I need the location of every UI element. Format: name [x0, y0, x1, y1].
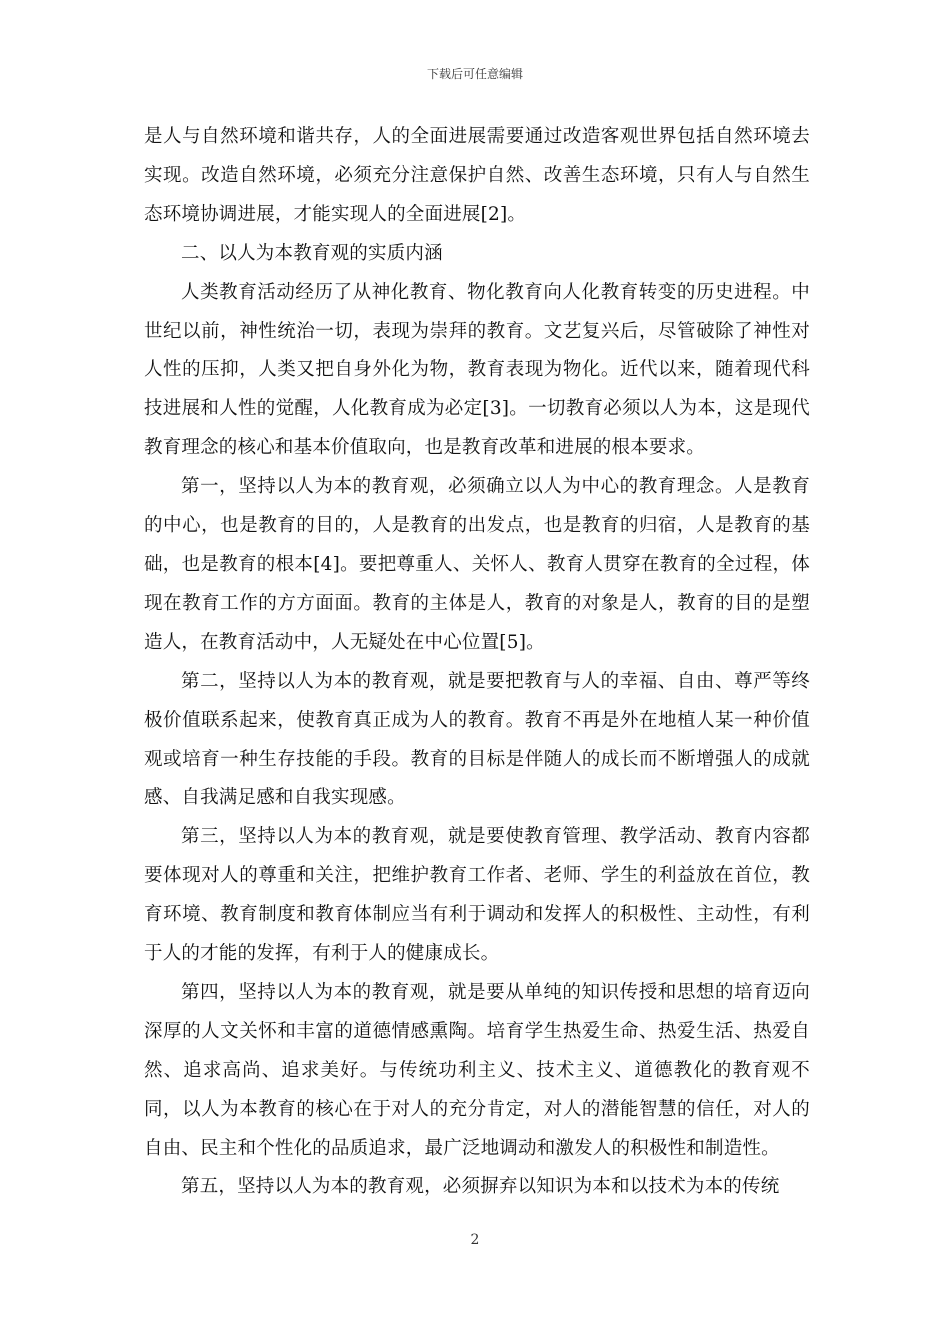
paragraph-history: 人类教育活动经历了从神化教育、物化教育向人化教育转变的历史进程。中世纪以前，神性统治一切，表现为崇拜的教育。文艺复兴后，尽管破除了神性对人性的压抑，人类又把自身外化为物，教育表现为物化。近代以来，随着现代科技进展和人性的觉醒，人化教育成为必定[3]。一切教育必须以人为本，这是现代教育理念的核心和基本价值取向，也是教育改革和进展的根本要求。: [144, 281, 810, 459]
page-header: 下载后可任意编辑: [426, 67, 523, 81]
document-body: [144, 118, 810, 1207]
paragraph-point-3: 第三，坚持以人为本的教育观，就是要使教育管理、教学活动、教育内容都要体现对人的尊重和关注，把维护教育工作者、老师、学生的利益放在首位，教育环境、教育制度和教育体制应当有利于调动和发挥人的积极性、主动性，有利于人的才能的发挥，有利于人的健康成长。: [144, 826, 810, 965]
paragraph-continuation: 是人与自然环境和谐共存，人的全面进展需要通过改造客观世界包括自然环境去实现。改造自然环境，必须充分注意保护自然、改善生态环境，只有人与自然生态环境协调进展，才能实现人的全面进展[2]。: [144, 126, 810, 225]
section-heading: 二、以人为本教育观的实质内涵: [181, 242, 443, 264]
page-number: 2: [470, 1232, 480, 1248]
paragraph-point-5: 第五，坚持以人为本的教育观，必须摒弃以知识为本和以技术为本的传统: [181, 1176, 780, 1198]
paragraph-point-2: 第二，坚持以人为本的教育观，就是要把教育与人的幸福、自由、尊严等终极价值联系起来，使教育真正成为人的教育。教育不再是外在地植人某一种价值观或培育一种生存技能的手段。教育的目标是伴随人的成长而不断增强人的成就感、自我满足感和自我实现感。: [144, 670, 810, 809]
paragraph-point-1: 第一，坚持以人为本的教育观，必须确立以人为中心的教育理念。人是教育的中心，也是教育的目的，人是教育的出发点，也是教育的归宿，人是教育的基础，也是教育的根本[4]。要把尊重人、关怀人、教育人贯穿在教育的全过程，体现在教育工作的方方面面。教育的主体是人，教育的对象是人，教育的目的是塑造人，在教育活动中，人无疑处在中心位置[5]。: [144, 476, 810, 653]
paragraph-point-4: 第四，坚持以人为本的教育观，就是要从单纯的知识传授和思想的培育迈向深厚的人文关怀和丰富的道德情感熏陶。培育学生热爱生命、热爱生活、热爱自然、追求高尚、追求美好。与传统功利主义、技术主义、道德教化的教育观不同，以人为本教育的核心在于对人的充分肯定，对人的潜能智慧的信任，对人的自由、民主和个性化的品质追求，最广泛地调动和激发人的积极性和制造性。: [144, 981, 810, 1159]
